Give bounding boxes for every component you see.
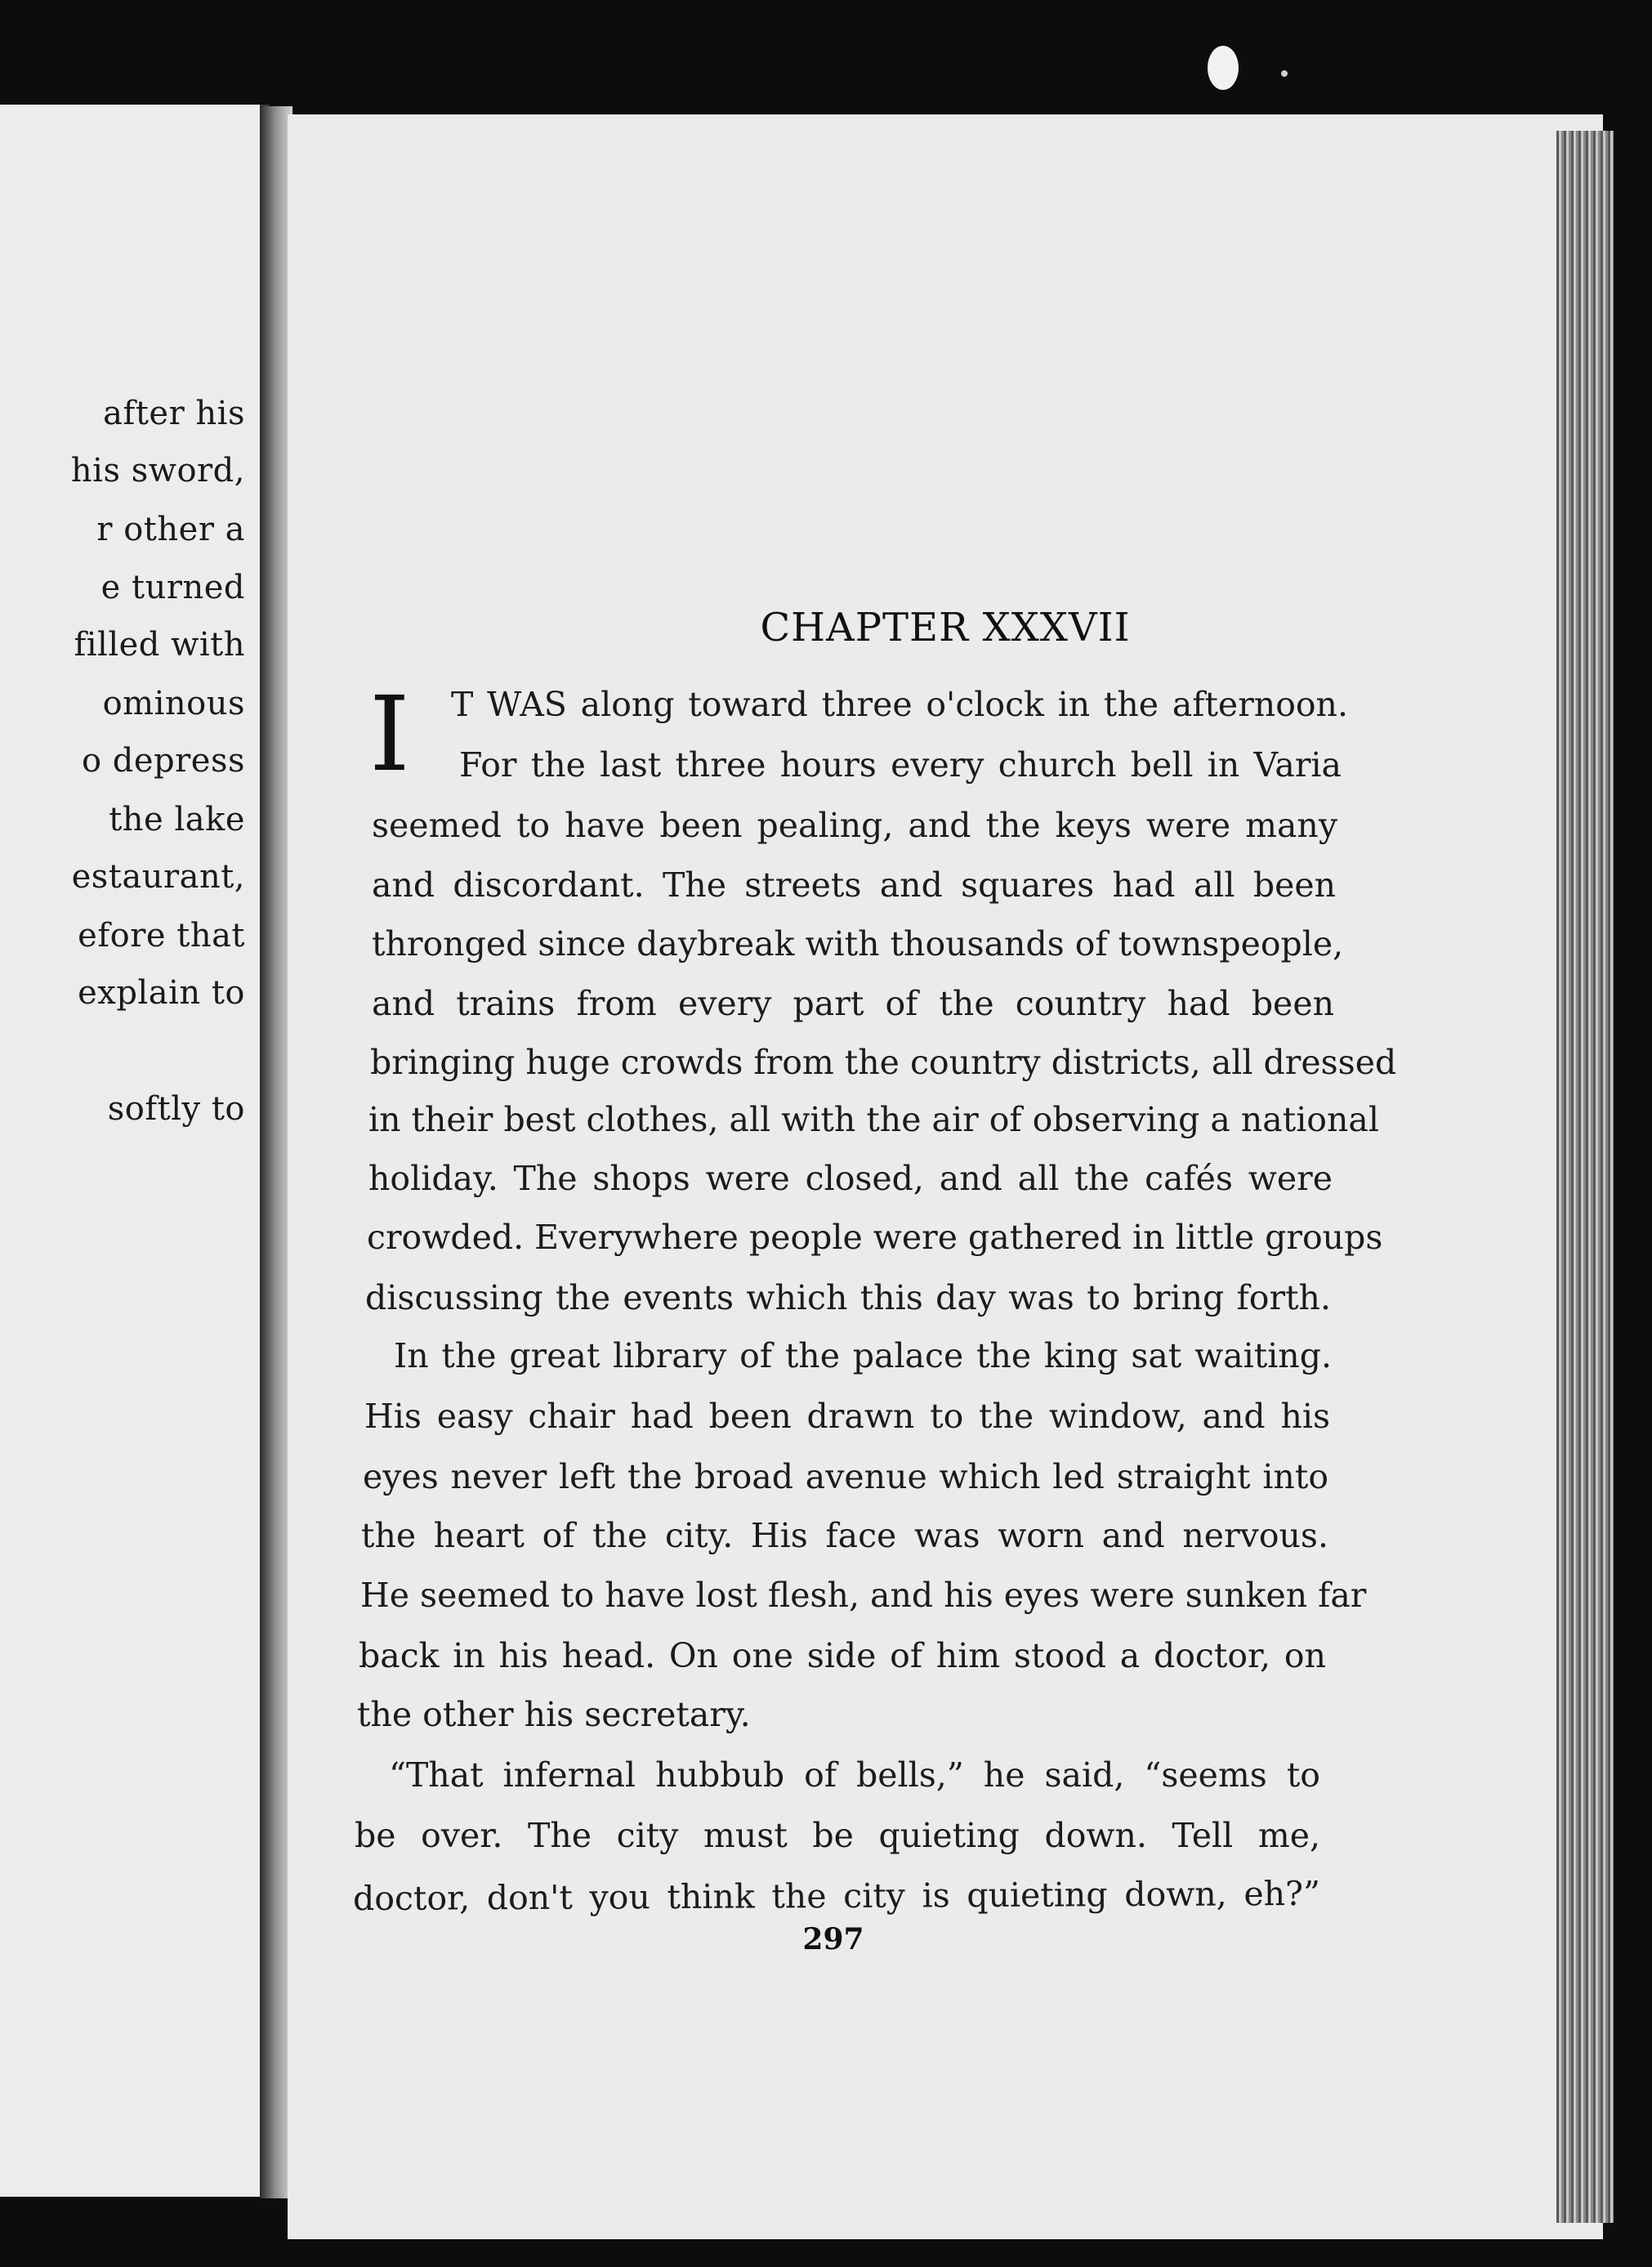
body-text-line: His easy chair had been drawn to the window, and his — [364, 1397, 1330, 1436]
left-page-line: o depress — [81, 742, 245, 780]
body-text-line: T WAS along toward three o'clock in the afternoon. — [451, 685, 1348, 724]
body-text-line: bringing huge crowds from the country districts, all dressed — [370, 1043, 1397, 1082]
body-text-line: discussing the events which this day was to bring forth. — [365, 1278, 1331, 1317]
body-text-line: and discordant. The streets and squares had all been — [372, 865, 1336, 905]
body-text-line: the other his secretary. — [357, 1695, 751, 1734]
body-text-line: back in his head. On one side of him stood a doctor, on — [359, 1636, 1326, 1675]
left-page-line: softly to — [107, 1090, 245, 1128]
body-text-line: be over. The city must be quieting down. Tell me, — [355, 1816, 1320, 1855]
page-edges — [1556, 131, 1614, 2223]
body-text-line: doctor, don't you think the city is quieting down, eh?” — [352, 1873, 1321, 1919]
film-dust-mark — [1281, 70, 1288, 77]
left-page-line: ominous — [102, 685, 245, 722]
body-text-line: He seemed to have lost flesh, and his eyes were sunken far — [360, 1576, 1367, 1615]
left-page-line: filled with — [74, 626, 245, 664]
chapter-title: CHAPTER XXXVII — [760, 605, 1131, 651]
left-page-line: his sword, — [70, 452, 245, 490]
page-number: 297 — [802, 1922, 864, 1956]
left-page-line: e turned — [100, 569, 245, 606]
body-text-line: holiday. The shops were closed, and all the cafés were — [368, 1159, 1333, 1198]
left-page-line: explain to — [78, 974, 245, 1012]
body-text-line: in their best clothes, all with the air of observing a national — [368, 1100, 1379, 1139]
left-page-line: after his — [103, 395, 245, 432]
body-text-line: “That infernal hubbub of bells,” he said, “seems to — [389, 1755, 1320, 1795]
film-hole-mark — [1208, 46, 1239, 90]
body-text-line: crowded. Everywhere people were gathered in little groups — [367, 1218, 1383, 1257]
left-page-line: the lake — [109, 801, 245, 838]
left-page — [0, 105, 270, 2197]
body-text-line: thronged since daybreak with thousands of townspeople, — [372, 924, 1344, 964]
left-page-line: efore that — [78, 917, 245, 955]
left-page-line: estaurant, — [71, 858, 245, 896]
body-text-line: In the great library of the palace the king sat waiting. — [394, 1336, 1332, 1375]
left-page-line: r other a — [96, 511, 245, 548]
body-text-line: For the last three hours every church bell in Varia — [459, 745, 1342, 785]
body-text-line: the heart of the city. His face was worn and nervous. — [361, 1516, 1328, 1555]
body-text-line: eyes never left the broad avenue which led straight into — [363, 1457, 1328, 1496]
body-text-line: seemed to have been pealing, and the keys were many — [372, 806, 1337, 845]
drop-cap: I — [369, 674, 410, 794]
body-text-line: and trains from every part of the country had been — [372, 984, 1334, 1023]
